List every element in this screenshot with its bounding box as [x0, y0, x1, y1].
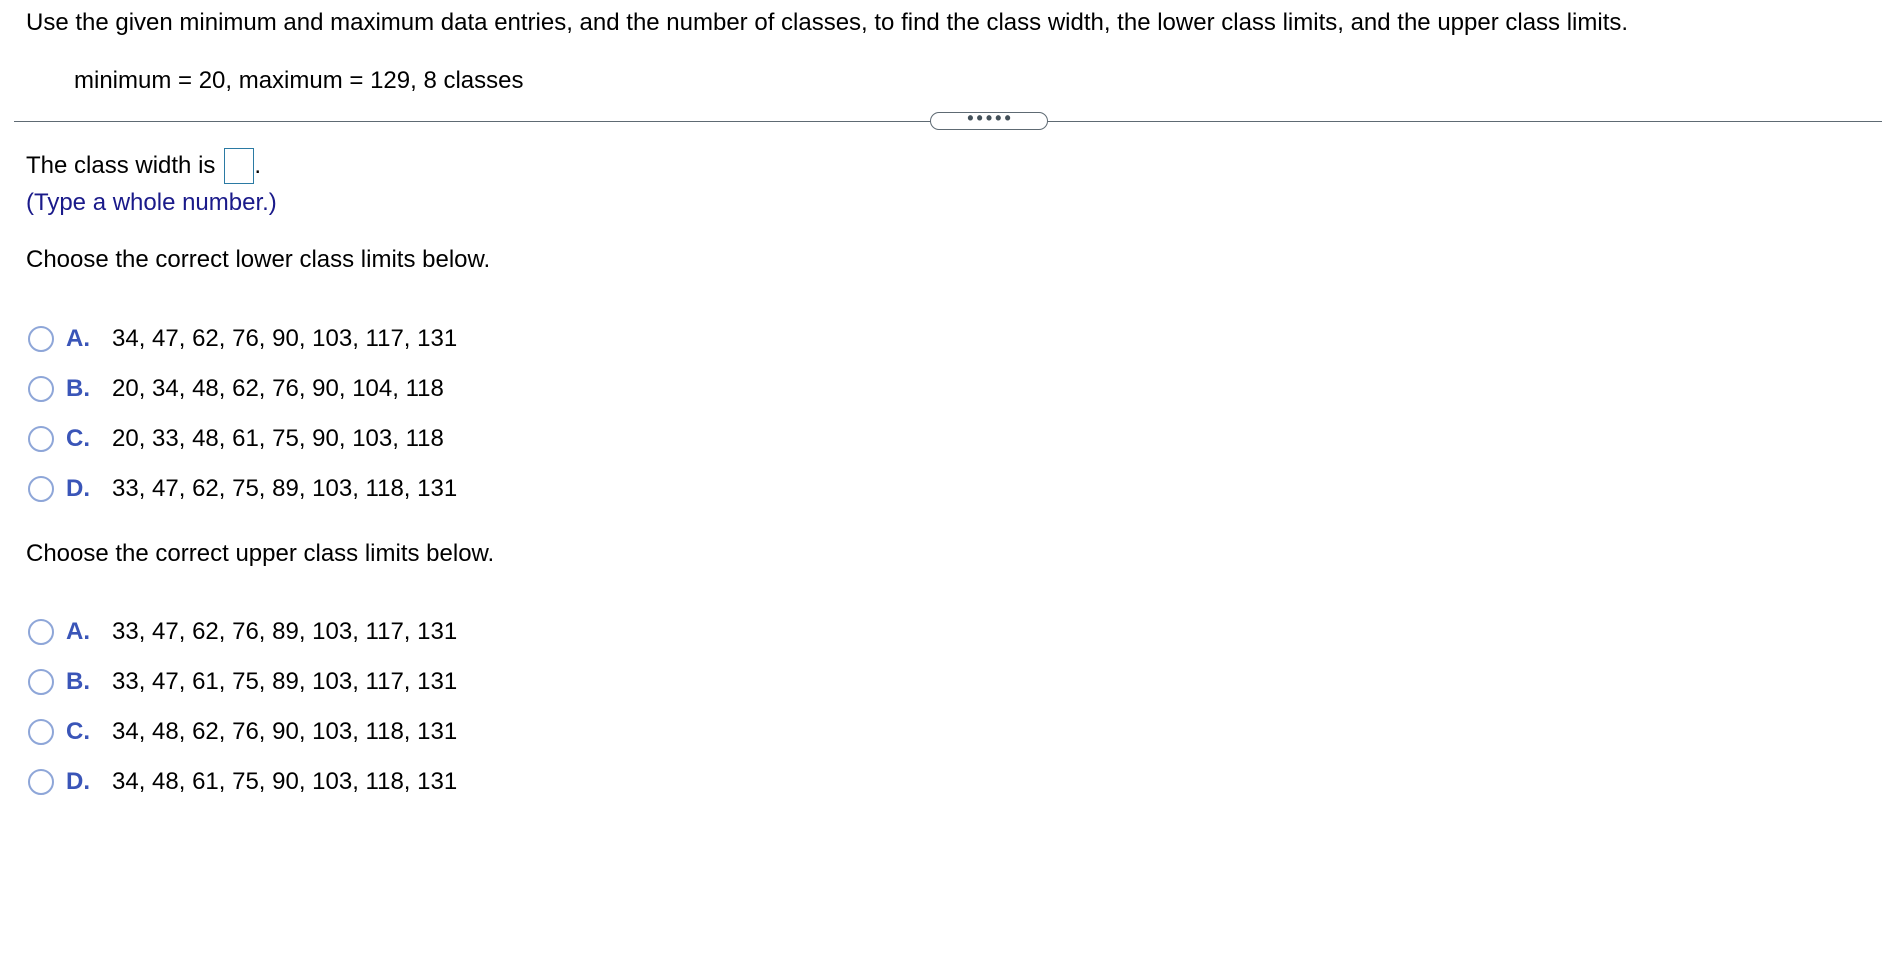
- option-values: 20, 34, 48, 62, 76, 90, 104, 118: [112, 375, 444, 402]
- upper-option-a[interactable]: [28, 615, 457, 649]
- radio-button[interactable]: [28, 719, 54, 745]
- radio-button[interactable]: [28, 476, 54, 502]
- lower-option-b[interactable]: [28, 372, 444, 406]
- radio-button[interactable]: [28, 669, 54, 695]
- upper-option-b[interactable]: [28, 665, 457, 699]
- ellipsis-icon: •••••: [967, 108, 1014, 128]
- option-letter: B.: [66, 668, 90, 695]
- option-letter: A.: [66, 325, 90, 352]
- lower-option-d[interactable]: [28, 472, 457, 506]
- class-width-line: [26, 148, 261, 184]
- upper-limits-prompt: Choose the correct upper class limits below.: [26, 540, 495, 567]
- radio-button[interactable]: [28, 326, 54, 352]
- option-values: 34, 48, 62, 76, 90, 103, 118, 131: [112, 718, 458, 745]
- lower-option-a[interactable]: [28, 322, 457, 356]
- option-letter: C.: [66, 718, 90, 745]
- option-values: 20, 33, 48, 61, 75, 90, 103, 118: [112, 425, 444, 452]
- class-width-hint: (Type a whole number.): [26, 189, 277, 216]
- option-letter: D.: [66, 475, 90, 502]
- option-values: 33, 47, 61, 75, 89, 103, 117, 131: [112, 668, 458, 695]
- expand-handle-button[interactable]: [930, 108, 1048, 130]
- upper-option-c[interactable]: [28, 715, 457, 749]
- option-letter: B.: [66, 375, 90, 402]
- option-letter: A.: [66, 618, 90, 645]
- class-width-answer-input[interactable]: [224, 148, 254, 184]
- radio-button[interactable]: [28, 619, 54, 645]
- option-values: 34, 47, 62, 76, 90, 103, 117, 131: [112, 325, 458, 352]
- option-letter: D.: [66, 768, 90, 795]
- option-letter: C.: [66, 425, 90, 452]
- lower-limits-prompt: Choose the correct lower class limits below.: [26, 246, 491, 273]
- radio-button[interactable]: [28, 426, 54, 452]
- option-values: 33, 47, 62, 76, 89, 103, 117, 131: [112, 618, 458, 645]
- question-instructions: Use the given minimum and maximum data entries, and the number of classes, to find the class width, the lower class limits, and the upper class limits.: [26, 9, 1629, 36]
- option-values: 33, 47, 62, 75, 89, 103, 118, 131: [112, 475, 458, 502]
- option-values: 34, 48, 61, 75, 90, 103, 118, 131: [112, 768, 458, 795]
- radio-button[interactable]: [28, 376, 54, 402]
- class-width-period: .: [254, 152, 262, 179]
- upper-option-d[interactable]: [28, 765, 457, 799]
- lower-option-c[interactable]: [28, 422, 444, 456]
- class-width-label: The class width is: [26, 152, 216, 179]
- given-data: minimum = 20, maximum = 129, 8 classes: [74, 67, 524, 94]
- radio-button[interactable]: [28, 769, 54, 795]
